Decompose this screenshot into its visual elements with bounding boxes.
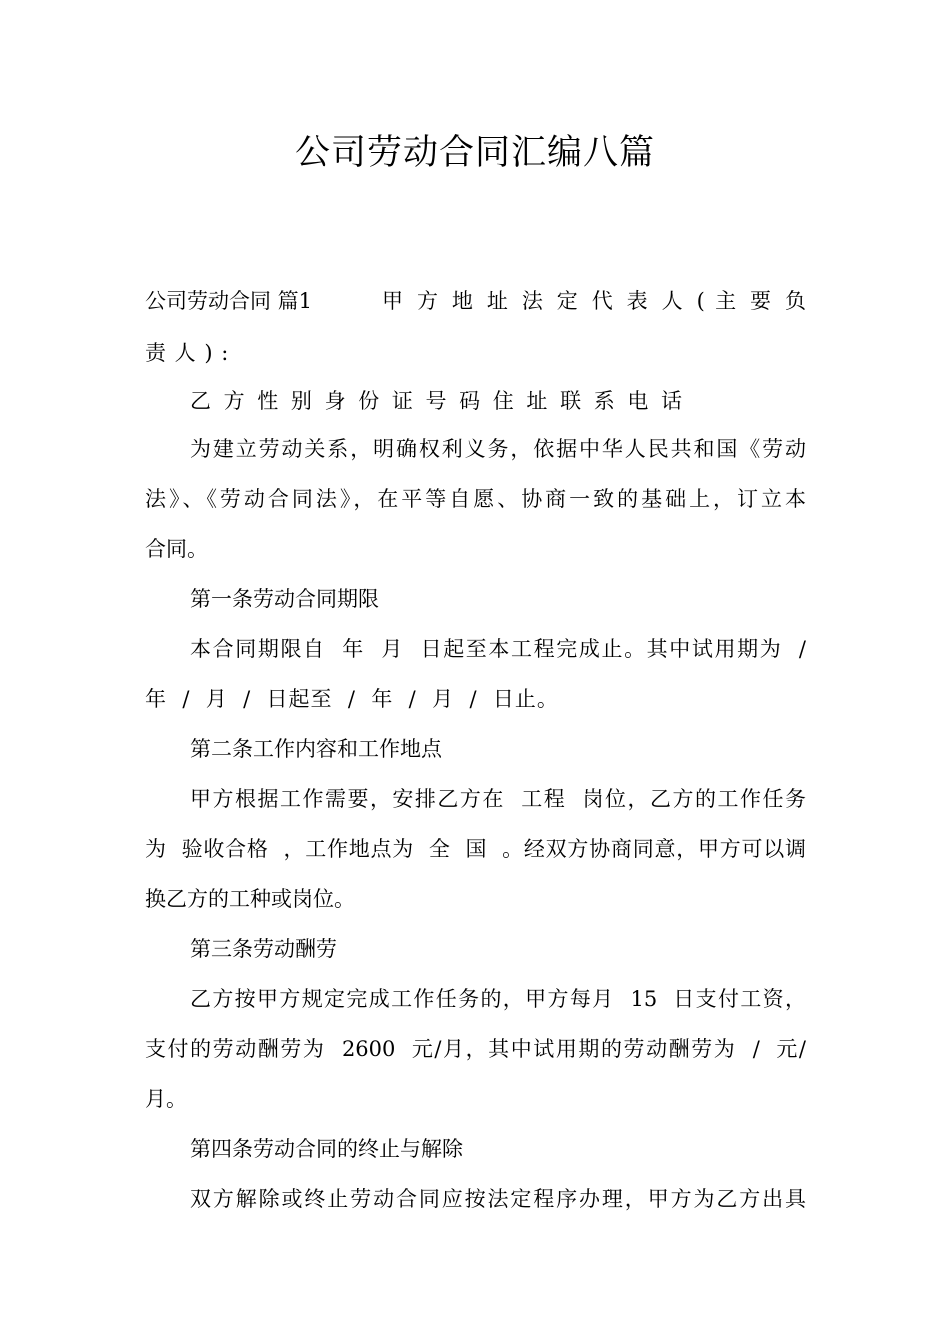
paragraph-line-5: 法》、《劳动合同法》，在平等自愿、协商一致的基础上，订立本 [145,487,806,511]
paragraph-line-16: 支付的劳动酬劳为 2600 元/月，其中试用期的劳动酬劳为 / 元/ [145,1037,806,1061]
article-1-heading: 第一条劳动合同期限 [190,587,379,611]
document-title: 公司劳动合同汇编八篇 [294,133,655,173]
paragraph-line-19: 双方解除或终止劳动合同应按法定程序办理，甲方为乙方出具 [190,1187,806,1211]
party-b-fields: 乙 方 性 别 身 份 证 号 码 住 址 联 系 电 话 [190,389,682,413]
article-2-heading: 第二条工作内容和工作地点 [190,737,442,761]
paragraph-line-1 [145,286,806,316]
paragraph-line-15: 乙方按甲方规定完成工作任务的，甲方每月 15 日支付工资， [190,987,806,1011]
paragraph-line-12: 为 验收合格 ，工作地点为 全 国 。经双方协商同意，甲方可以调 [145,837,806,861]
section-heading-1: 公司劳动合同 篇1 [145,289,313,313]
paragraph-line-13: 换乙方的工种或岗位。 [145,887,355,911]
article-3-heading: 第三条劳动酬劳 [190,937,337,961]
paragraph-line-8: 本合同期限自 年 月 日起至本工程完成止。其中试用期为 / [190,637,806,661]
paragraph-line-11: 甲方根据工作需要，安排乙方在 工程 岗位，乙方的工作任务 [190,787,806,811]
paragraph-line-4: 为建立劳动关系，明确权利义务，依据中华人民共和国《劳动 [190,437,806,461]
paragraph-line-9: 年 / 月 / 日起至 / 年 / 月 / 日止。 [145,687,559,711]
paragraph-line-6: 合同。 [145,537,208,561]
paragraph-line-2: 责 人 ) : [145,341,230,365]
party-a-fields: 甲 方 地 址 法 定 代 表 人 ( 主 要 负 [382,289,806,313]
article-4-heading: 第四条劳动合同的终止与解除 [190,1137,463,1161]
paragraph-line-17: 月。 [145,1087,187,1111]
